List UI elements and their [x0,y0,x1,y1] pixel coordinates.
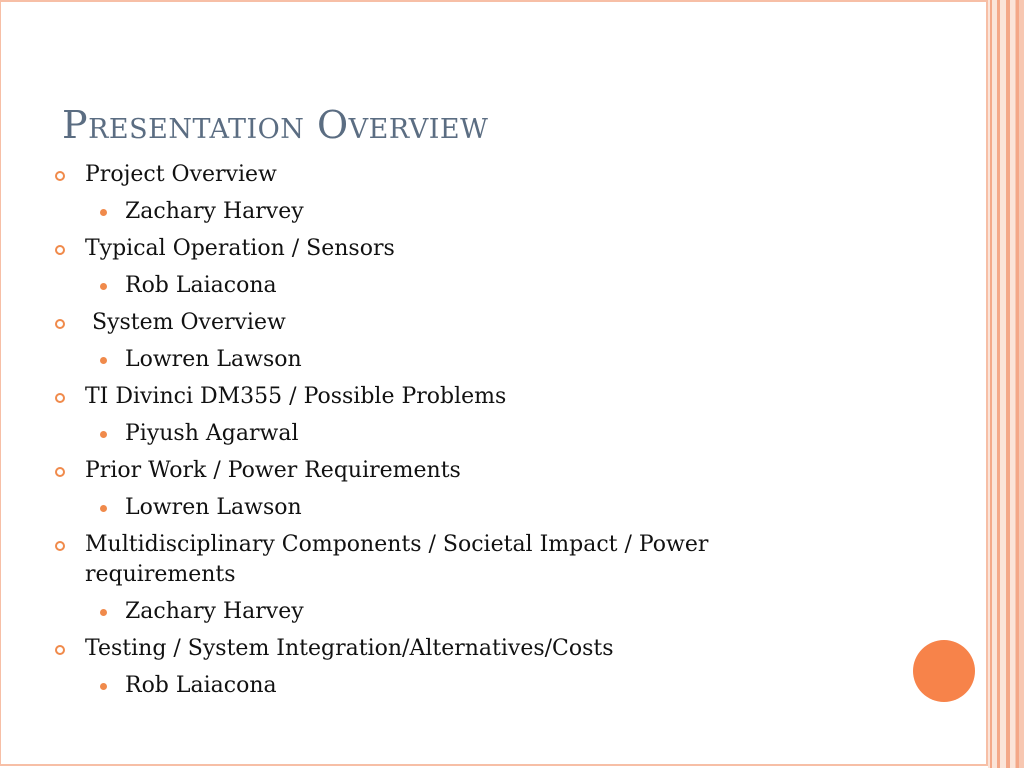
ring-bullet-icon [55,393,65,403]
ring-bullet-icon [55,645,65,655]
list-subitem [54,197,794,227]
dot-bullet-icon [100,505,107,512]
topic-text: TI Divinci DM355 / Possible Problems [85,384,507,409]
list-subitem [54,271,794,301]
list-subitem [54,345,794,375]
slide-title: Presentation Overview [62,103,489,147]
stripe [1006,0,1010,768]
ring-bullet-icon [55,319,65,329]
dot-bullet-icon [100,683,107,690]
dot-bullet-icon [100,357,107,364]
topic-text: Prior Work / Power Requirements [85,458,461,483]
topic-text: Multidisciplinary Components / Societal Impact / Power requirements [85,532,709,587]
topic-text: Testing / System Integration/Alternatives/Costs [85,636,614,661]
ring-bullet-icon [55,467,65,477]
topic-text: Typical Operation / Sensors [85,236,395,261]
presenter-text: Lowren Lawson [125,347,302,372]
dot-bullet-icon [100,609,107,616]
dot-bullet-icon [100,431,107,438]
bullet-list [54,160,794,708]
list-item [54,382,794,412]
topic-text: System Overview [85,310,286,335]
dot-bullet-icon [100,283,107,290]
presenter-text: Zachary Harvey [125,599,304,624]
list-subitem [54,419,794,449]
list-item [54,634,794,664]
stripe [1016,0,1019,768]
dot-bullet-icon [100,209,107,216]
decorative-circle [913,640,975,702]
list-item [54,234,794,264]
ring-bullet-icon [55,245,65,255]
stripe [990,0,992,768]
presenter-text: Rob Laiacona [125,673,277,698]
list-subitem [54,597,794,627]
presenter-text: Zachary Harvey [125,199,304,224]
stripe [997,0,1000,768]
list-item [54,456,794,486]
list-item [54,308,794,338]
list-subitem [54,493,794,523]
list-item [54,160,794,190]
presenter-text: Rob Laiacona [125,273,277,298]
presenter-text: Piyush Agarwal [125,421,299,446]
presenter-text: Lowren Lawson [125,495,302,520]
list-item [54,530,794,590]
list-subitem [54,671,794,701]
topic-text: Project Overview [85,162,277,187]
decorative-stripes [988,0,1024,768]
ring-bullet-icon [55,171,65,181]
ring-bullet-icon [55,541,65,551]
